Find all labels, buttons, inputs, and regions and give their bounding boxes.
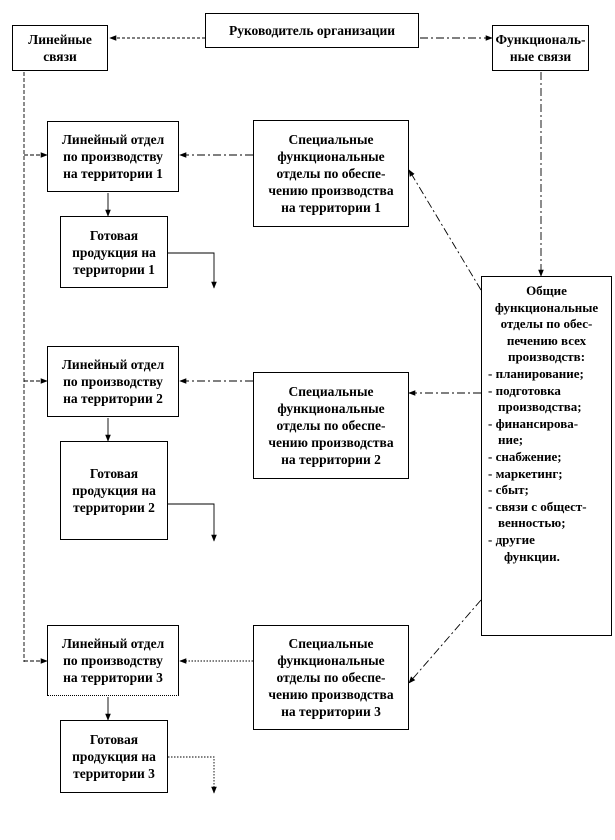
- special-2-line-2: функциональные: [277, 401, 385, 416]
- general-item-other-cont: функции.: [504, 548, 560, 564]
- special-1-box: [253, 120, 409, 227]
- line-dept-2-line-1: Линейный отдел: [61, 357, 165, 372]
- product-3-line-2: продукция на: [72, 749, 156, 764]
- line-dept-3-box: [47, 625, 179, 696]
- product-3-line-3: территории 3: [73, 766, 155, 781]
- special-2-box: [253, 372, 409, 479]
- line-dept-3-line-3: на территории 3: [63, 670, 163, 685]
- general-heading-line-4: печению всех: [506, 332, 587, 348]
- product-2-line-1: Готовая: [89, 466, 139, 481]
- special-1-line-2: функциональные: [277, 149, 385, 164]
- general-item-planning: - планирование;: [488, 365, 584, 381]
- special-3-line-1: Специальные: [288, 636, 374, 651]
- general-heading-line-2: функциональные: [494, 299, 599, 315]
- functional-links-box: [492, 25, 589, 71]
- special-3-line-2: функциональные: [277, 653, 385, 668]
- general-item-financing-cont: ние;: [498, 432, 524, 448]
- general-heading-line-5: производств:: [507, 349, 586, 365]
- product1-output-arrow: [168, 253, 214, 288]
- general-item-public-relations: - связи с общест-: [488, 498, 587, 514]
- general-item-preparation: - подготовка: [488, 382, 561, 398]
- general-item-marketing: - маркетинг;: [488, 465, 563, 481]
- general-heading-line-1: Общие: [526, 283, 567, 298]
- product-2-line-2: продукция на: [72, 483, 156, 498]
- product-3-line-1: Готовая: [89, 732, 139, 747]
- general-item-supply: - снабжение;: [488, 448, 562, 464]
- special-1-line-1: Специальные: [288, 132, 374, 147]
- product3-output-arrow: [168, 757, 214, 793]
- special-2-line-1: Специальные: [288, 384, 374, 399]
- line-dept-2-box: [47, 346, 179, 417]
- general-item-sales: - сбыт;: [488, 482, 529, 498]
- head-label: Руководитель организации: [228, 23, 396, 38]
- special-1-line-5: на территории 1: [281, 200, 381, 215]
- linear-links-line-1: Линейные: [28, 32, 92, 47]
- special-3-line-5: на территории 3: [281, 704, 381, 719]
- special-3-box: [253, 625, 409, 730]
- line-dept-1-line-1: Линейный отдел: [61, 132, 165, 147]
- general-item-public-relations-cont: венностью;: [498, 515, 566, 531]
- line-dept-2-line-3: на территории 2: [63, 391, 163, 406]
- general-item-preparation-cont: производства;: [498, 399, 582, 415]
- product-1-line-2: продукция на: [72, 244, 156, 260]
- general-to-special1-arrow: [409, 170, 481, 290]
- general-functional-box: [481, 276, 612, 636]
- special-1-line-3: отделы по обеспе-: [276, 166, 386, 181]
- special-3-line-4: чению производства: [268, 687, 394, 702]
- line-dept-1-line-2: по производству: [63, 149, 163, 164]
- special-2-line-5: на территории 2: [281, 452, 381, 467]
- line-dept-3-line-2: по производству: [63, 653, 163, 668]
- special-3-line-3: отделы по обеспе-: [276, 670, 386, 685]
- general-item-financing: - финансирова-: [488, 415, 579, 431]
- product-1-line-1: Готовая: [89, 227, 139, 243]
- functional-links-line-1: Функциональ-: [495, 32, 586, 47]
- product-2-box: [60, 441, 168, 540]
- line-dept-3-line-1: Линейный отдел: [61, 636, 165, 651]
- product-3-box: [60, 720, 168, 793]
- general-heading-line-3: отделы по обес-: [500, 316, 593, 332]
- product2-output-arrow: [168, 504, 214, 541]
- special-2-line-3: отделы по обеспе-: [276, 418, 386, 433]
- functional-links-line-2: ные связи: [509, 49, 572, 64]
- linear-links-box: [12, 25, 108, 71]
- line-dept-1-line-3: на территории 1: [63, 166, 163, 181]
- linear-links-line-2: связи: [43, 49, 77, 64]
- general-to-special3-arrow: [409, 600, 481, 683]
- product-2-line-3: территории 2: [73, 500, 155, 515]
- head-box: [205, 13, 419, 48]
- line-dept-1-box: [47, 121, 179, 192]
- line-dept-2-line-2: по производству: [63, 374, 163, 389]
- special-2-line-4: чению производства: [268, 435, 394, 450]
- general-item-other: - другие: [488, 531, 535, 547]
- product-1-box: [60, 216, 168, 288]
- special-1-line-4: чению производства: [268, 183, 394, 198]
- product-1-line-3: территории 1: [73, 261, 155, 277]
